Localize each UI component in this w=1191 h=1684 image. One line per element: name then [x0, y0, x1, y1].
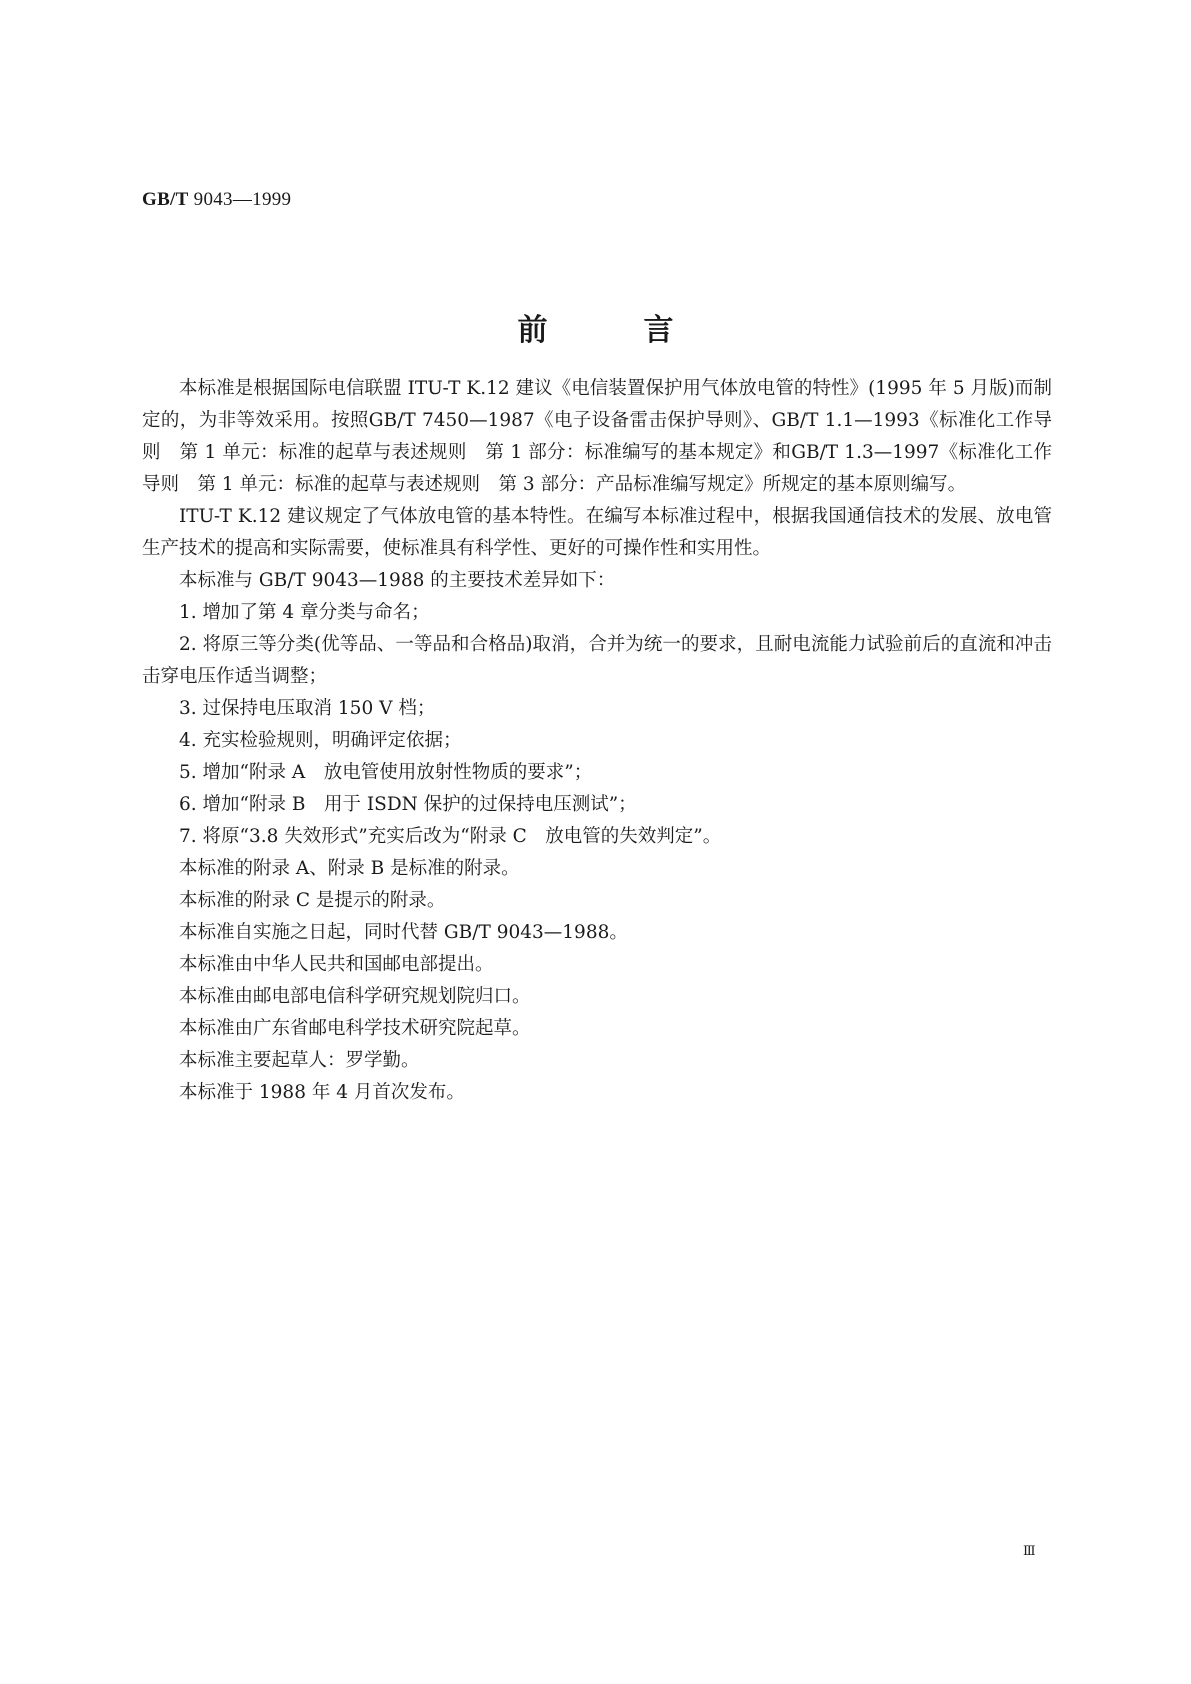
paragraph-origin: 本标准是根据国际电信联盟 ITU-T K.12 建议《电信装置保护用气体放电管的特性》(1995 年 5 月版)而制定的，为非等效采用。按照GB/T 7450—1987《电子设备雷击保护导则》、GB/T 1.1—1993《标准化工作导则 第 1 单元：标准的起草与表述规则 第 1 部分：标准编写的基本规定》和GB/T 1.3—1997《标准化工作导则 第 1 单元：标准的起草与表述规则 第 3 部分：产品标准编写规定》所规定的基本原则编写。 [142, 378, 1052, 495]
list-item: 2. 将原三等分类(优等品、一等品和合格品)取消，合并为统一的要求，且耐电流能力试验前后的直流和冲击击穿电压作适当调整； [142, 634, 1052, 687]
list-item: 5. 增加“附录 A 放电管使用放射性物质的要求”； [179, 762, 593, 783]
paragraph-first-published: 本标准于 1988 年 4 月首次发布。 [179, 1082, 465, 1103]
paragraph-centralized-by: 本标准由邮电部电信科学研究规划院归口。 [179, 986, 531, 1007]
list-item: 7. 将原“3.8 失效形式”充实后改为“附录 C 放电管的失效判定”。 [179, 826, 722, 847]
paragraph-itu-basis: ITU-T K.12 建议规定了气体放电管的基本特性。在编写本标准过程中，根据我国通信技术的发展、放电管生产技术的提高和实际需要，使标准具有科学性、更好的可操作性和实用性。 [142, 506, 1052, 559]
paragraph-replaces: 本标准自实施之日起，同时代替 GB/T 9043—1988。 [179, 922, 628, 943]
foreword-body [142, 373, 1052, 1109]
list-item: 3. 过保持电压取消 150 V 档； [179, 698, 436, 719]
page-title [0, 305, 1191, 349]
standard-code-number: 9043—1999 [188, 189, 292, 210]
page-title-char-2: 言 [643, 313, 674, 348]
list-item: 6. 增加“附录 B 用于 ISDN 保护的过保持电压测试”； [179, 794, 637, 815]
paragraph-drafters: 本标准主要起草人：罗学勤。 [179, 1050, 420, 1071]
standard-code-header [142, 189, 291, 211]
paragraph-normative-annexes: 本标准的附录 A、附录 B 是标准的附录。 [179, 858, 520, 879]
paragraph-drafted-by: 本标准由广东省邮电科学技术研究院起草。 [179, 1018, 531, 1039]
standard-code-prefix: GB/T [142, 189, 189, 210]
paragraph-informative-annex: 本标准的附录 C 是提示的附录。 [179, 890, 446, 911]
paragraph-differences-intro: 本标准与 GB/T 9043—1988 的主要技术差异如下： [179, 570, 616, 591]
page-title-char-1: 前 [517, 313, 548, 348]
page-number: Ⅲ [1023, 1544, 1036, 1559]
list-item: 4. 充实检验规则，明确评定依据； [179, 730, 462, 751]
paragraph-proposed-by: 本标准由中华人民共和国邮电部提出。 [179, 954, 494, 975]
list-item: 1. 增加了第 4 章分类与命名； [179, 602, 430, 623]
